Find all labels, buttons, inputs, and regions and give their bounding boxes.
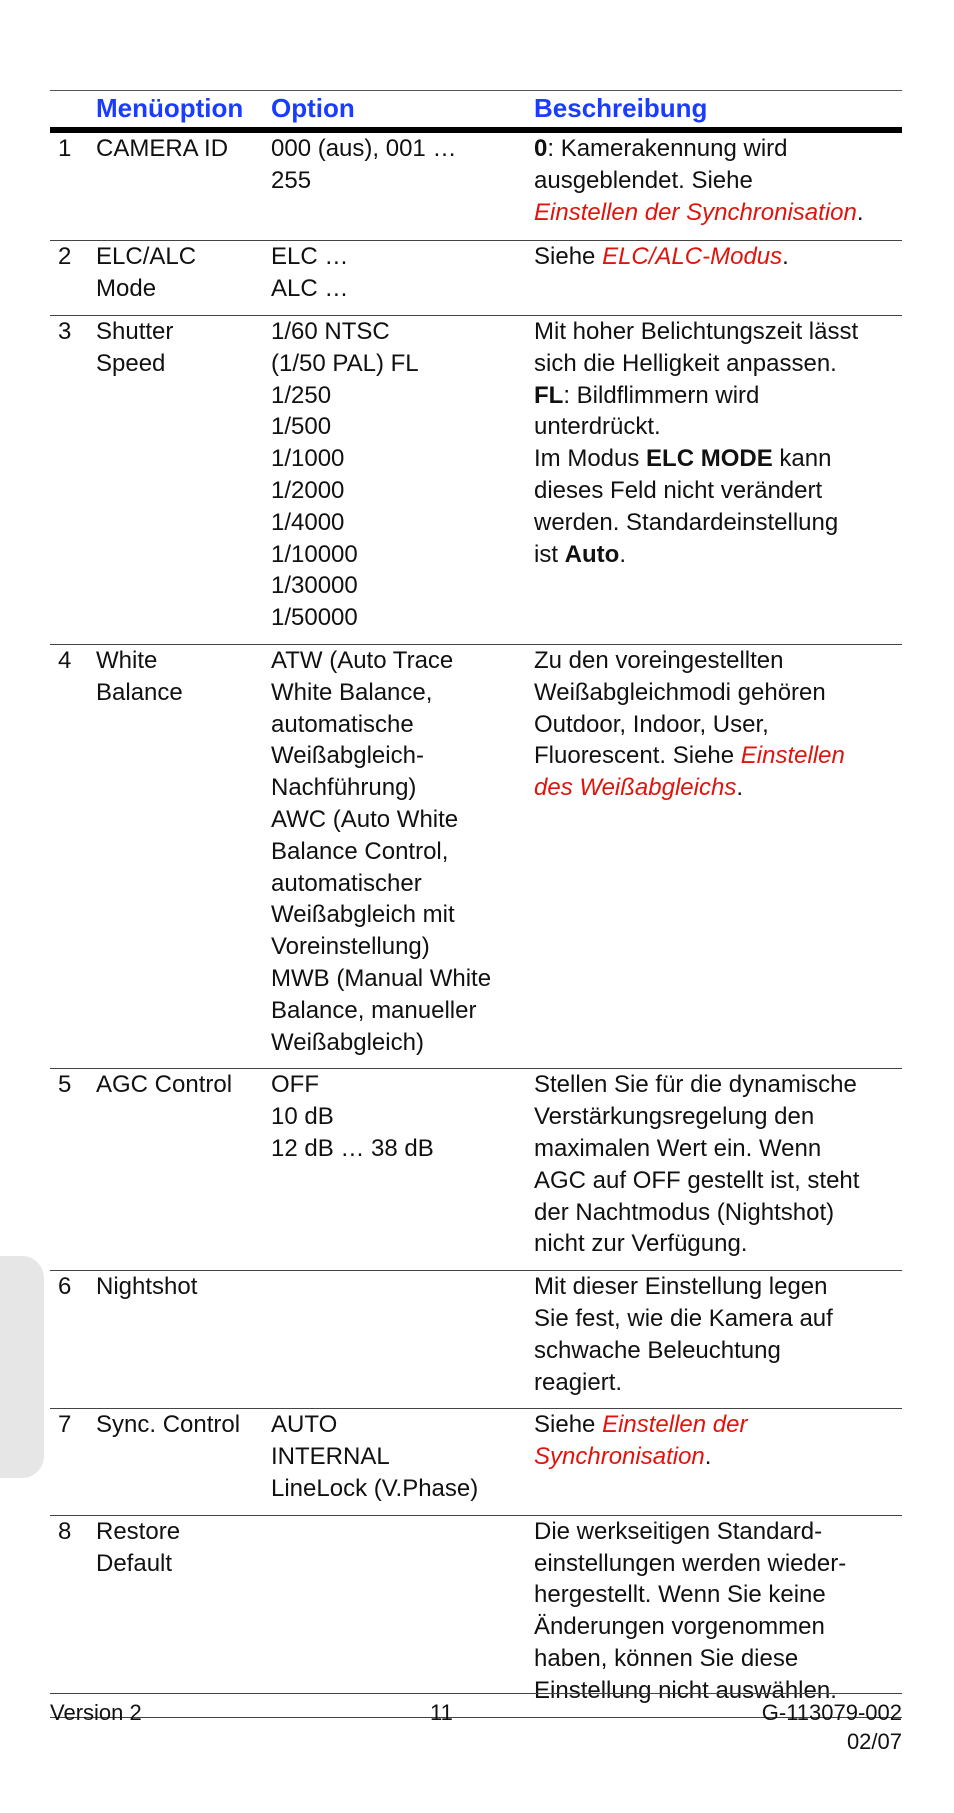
description-line bbox=[534, 1101, 904, 1133]
description-text: . bbox=[856, 198, 864, 226]
description-line bbox=[534, 1165, 904, 1197]
table-row bbox=[50, 1409, 902, 1515]
description-line bbox=[534, 645, 904, 677]
footer-date: 02/07 bbox=[846, 1729, 902, 1754]
table-body bbox=[50, 133, 902, 1718]
description-line bbox=[534, 1069, 904, 1101]
description-text: werden. Standardeinstellung bbox=[534, 508, 839, 536]
header-menu-option: Menüoption bbox=[96, 93, 244, 123]
description-line bbox=[534, 1228, 904, 1260]
description-text: AGC auf OFF gestellt ist, steht bbox=[534, 1166, 860, 1194]
description-line bbox=[534, 165, 904, 197]
option-line: White Balance, bbox=[271, 678, 433, 706]
option-line: OFF bbox=[271, 1071, 319, 1099]
description-line bbox=[534, 411, 904, 443]
option-cell bbox=[271, 1409, 531, 1504]
description-text: Die werkseitigen Standard- bbox=[534, 1517, 823, 1545]
table-header bbox=[50, 90, 902, 133]
table-row bbox=[50, 241, 902, 316]
menu-option-cell bbox=[96, 1271, 266, 1303]
description-line bbox=[534, 348, 904, 380]
bold-text: Auto bbox=[564, 540, 620, 568]
description-text: . bbox=[619, 540, 626, 568]
description-text: sich die Helligkeit anpassen. bbox=[534, 349, 837, 377]
option-line: 1/30000 bbox=[271, 572, 358, 600]
option-line: 1/10000 bbox=[271, 540, 358, 568]
option-line: 1/250 bbox=[271, 381, 332, 409]
description-text: Siehe bbox=[534, 243, 603, 271]
description-line bbox=[534, 507, 904, 539]
option-line: ATW (Auto Trace bbox=[271, 646, 454, 674]
description-cell bbox=[534, 1516, 904, 1707]
menu-option-line: Restore bbox=[96, 1517, 181, 1545]
option-line: MWB (Manual White bbox=[271, 964, 492, 992]
description-text: schwache Beleuchtung bbox=[534, 1336, 781, 1364]
description-text: kann bbox=[772, 445, 832, 473]
menu-option-line: Nightshot bbox=[96, 1273, 198, 1301]
description-text: Mit hoher Belichtungszeit lässt bbox=[534, 317, 859, 345]
option-line: Voreinstellung) bbox=[271, 933, 430, 961]
option-line: ALC … bbox=[271, 275, 349, 303]
option-line: 255 bbox=[271, 166, 312, 194]
description-text: : Kamerakennung wird bbox=[547, 135, 788, 162]
description-line bbox=[534, 316, 904, 348]
footer-doc-number: G-113079-002 bbox=[761, 1700, 902, 1725]
option-line: INTERNAL bbox=[271, 1443, 390, 1471]
menu-option-line: Mode bbox=[96, 275, 157, 303]
option-line: AUTO bbox=[271, 1411, 338, 1439]
table-row bbox=[50, 133, 902, 241]
description-line bbox=[534, 1643, 904, 1675]
description-text: Fluorescent. Siehe bbox=[534, 742, 741, 770]
option-line: Weißabgleich- bbox=[271, 742, 424, 770]
option-line: Weißabgleich mit bbox=[271, 901, 455, 929]
description-cell bbox=[534, 316, 904, 570]
cross-reference-link[interactable]: Einstellen bbox=[740, 742, 845, 770]
description-cell bbox=[534, 1409, 904, 1473]
option-line: Nachführung) bbox=[271, 774, 417, 802]
description-line bbox=[534, 1516, 904, 1548]
description-line bbox=[534, 740, 904, 772]
description-text: hergestellt. Wenn Sie keine bbox=[534, 1581, 826, 1609]
description-line bbox=[534, 241, 904, 273]
footer-version: Version 2 bbox=[50, 1700, 142, 1725]
menu-option-line: Balance bbox=[96, 678, 183, 706]
description-line bbox=[534, 1367, 904, 1399]
option-line: Weißabgleich) bbox=[271, 1028, 424, 1056]
row-number: 4 bbox=[58, 646, 72, 674]
description-cell bbox=[534, 645, 904, 804]
description-text: Zu den voreingestellten bbox=[534, 646, 784, 674]
footer-doc-info bbox=[762, 1698, 902, 1756]
option-cell bbox=[271, 133, 531, 197]
table-row bbox=[50, 645, 902, 1069]
cross-reference-link[interactable]: des Weißabgleichs bbox=[534, 774, 737, 802]
description-line bbox=[534, 677, 904, 709]
header-description: Beschreibung bbox=[534, 93, 708, 123]
description-text: Einstellung nicht auswählen. bbox=[534, 1676, 837, 1704]
menu-option-cell bbox=[96, 1409, 266, 1441]
description-line bbox=[534, 133, 904, 165]
description-line bbox=[534, 1271, 904, 1303]
menu-option-line: ELC/ALC bbox=[96, 243, 197, 271]
header-option: Option bbox=[271, 93, 355, 123]
description-line bbox=[534, 475, 904, 507]
option-line: ELC … bbox=[271, 243, 349, 271]
option-line: 1/500 bbox=[271, 413, 332, 441]
row-number: 8 bbox=[58, 1517, 72, 1545]
option-line: 12 dB … 38 dB bbox=[271, 1134, 434, 1162]
description-line bbox=[534, 380, 904, 412]
description-line bbox=[534, 1409, 904, 1441]
menu-option-line: White bbox=[96, 646, 158, 674]
bold-text: ELC MODE bbox=[646, 445, 773, 473]
description-text: unterdrückt. bbox=[534, 413, 661, 441]
cross-reference-link[interactable]: Synchronisation bbox=[534, 1443, 705, 1471]
row-number: 1 bbox=[58, 135, 72, 162]
option-line: 1/60 NTSC bbox=[271, 317, 390, 345]
menu-table bbox=[50, 90, 902, 1718]
option-line: (1/50 PAL) FL bbox=[271, 349, 419, 377]
description-text: Stellen Sie für die dynamische bbox=[534, 1071, 857, 1099]
description-text: Outdoor, Indoor, User, bbox=[534, 710, 769, 738]
cross-reference-link[interactable]: Einstellen der bbox=[602, 1411, 748, 1439]
menu-option-line: Speed bbox=[96, 349, 166, 377]
description-text: einstellungen werden wieder- bbox=[534, 1549, 847, 1577]
menu-option-line: Sync. Control bbox=[96, 1411, 241, 1439]
footer-page-number: 11 bbox=[430, 1700, 453, 1725]
table-row bbox=[50, 316, 902, 645]
description-line bbox=[534, 1441, 904, 1473]
menu-option-cell bbox=[96, 1069, 266, 1101]
option-line: 1/1000 bbox=[271, 445, 345, 473]
option-cell bbox=[271, 1069, 531, 1164]
description-line bbox=[534, 772, 904, 804]
description-text: Änderungen vorgenommen bbox=[534, 1613, 825, 1641]
description-line bbox=[534, 443, 904, 475]
option-cell bbox=[271, 645, 531, 1058]
description-text: : Bildflimmern wird bbox=[563, 381, 760, 409]
description-text: Sie fest, wie die Kamera auf bbox=[534, 1304, 833, 1332]
description-line bbox=[534, 1548, 904, 1580]
option-line: 1/2000 bbox=[271, 476, 345, 504]
option-line: 000 (aus), 001 … bbox=[271, 135, 457, 162]
row-number: 2 bbox=[58, 243, 72, 271]
menu-option-line: Shutter bbox=[96, 317, 174, 345]
option-line: Balance, manueller bbox=[271, 996, 477, 1024]
option-line: automatischer bbox=[271, 869, 422, 897]
table-row bbox=[50, 1516, 902, 1718]
option-line: 1/4000 bbox=[271, 508, 345, 536]
description-text: . bbox=[782, 243, 789, 271]
description-text: Im Modus bbox=[534, 445, 647, 473]
description-text: ist bbox=[534, 540, 565, 568]
description-text: reagiert. bbox=[534, 1368, 623, 1396]
menu-option-cell bbox=[96, 241, 266, 305]
description-line bbox=[534, 539, 904, 571]
description-cell bbox=[534, 133, 904, 228]
option-line: Balance Control, bbox=[271, 837, 449, 865]
description-line bbox=[534, 1133, 904, 1165]
description-line bbox=[534, 1197, 904, 1229]
menu-option-line: Default bbox=[96, 1549, 173, 1577]
bold-text: 0 bbox=[534, 135, 548, 162]
option-line: AWC (Auto White bbox=[271, 805, 459, 833]
row-number: 6 bbox=[58, 1273, 72, 1301]
option-cell bbox=[271, 316, 531, 634]
cross-reference-link[interactable]: ELC/ALC-Modus bbox=[602, 243, 783, 271]
description-cell bbox=[534, 1271, 904, 1398]
description-text: Siehe bbox=[534, 1411, 603, 1439]
description-line bbox=[534, 1335, 904, 1367]
side-tab bbox=[0, 1256, 44, 1478]
description-cell bbox=[534, 241, 904, 273]
description-text: Verstärkungsregelung den bbox=[534, 1103, 815, 1131]
row-number: 5 bbox=[58, 1071, 72, 1099]
description-line bbox=[534, 1611, 904, 1643]
description-line bbox=[534, 197, 904, 229]
description-text: haben, können Sie diese bbox=[534, 1644, 799, 1672]
bold-text: FL bbox=[534, 381, 564, 409]
row-number: 3 bbox=[58, 317, 72, 345]
description-text: maximalen Wert ein. Wenn bbox=[534, 1134, 822, 1162]
description-text: nicht zur Verfügung. bbox=[534, 1230, 748, 1258]
description-text: . bbox=[704, 1443, 712, 1471]
cross-reference-link[interactable]: Einstellen der Synchronisation bbox=[534, 198, 857, 226]
option-line: LineLock (V.Phase) bbox=[271, 1474, 479, 1502]
option-cell bbox=[271, 241, 531, 305]
description-line bbox=[534, 709, 904, 741]
description-text: ausgeblendet. Siehe bbox=[534, 166, 753, 194]
menu-option-line: AGC Control bbox=[96, 1071, 233, 1099]
description-text: Mit dieser Einstellung legen bbox=[534, 1273, 828, 1301]
description-text: dieses Feld nicht verändert bbox=[534, 476, 823, 504]
description-text: der Nachtmodus (Nightshot) bbox=[534, 1198, 835, 1226]
description-line bbox=[534, 1579, 904, 1611]
menu-option-cell bbox=[96, 133, 266, 165]
menu-option-cell bbox=[96, 316, 266, 380]
option-line: 10 dB bbox=[271, 1103, 334, 1131]
menu-option-line: CAMERA ID bbox=[96, 135, 229, 162]
description-line bbox=[534, 1303, 904, 1335]
description-text: . bbox=[736, 774, 743, 802]
option-line: 1/50000 bbox=[271, 604, 358, 632]
table-row bbox=[50, 1271, 902, 1409]
page-footer bbox=[50, 1693, 902, 1754]
description-text: Weißabgleichmodi gehören bbox=[534, 678, 826, 706]
row-number: 7 bbox=[58, 1411, 72, 1439]
option-line: automatische bbox=[271, 710, 414, 738]
description-cell bbox=[534, 1069, 904, 1260]
menu-option-cell bbox=[96, 645, 266, 709]
table-row bbox=[50, 1069, 902, 1271]
menu-option-cell bbox=[96, 1516, 266, 1580]
